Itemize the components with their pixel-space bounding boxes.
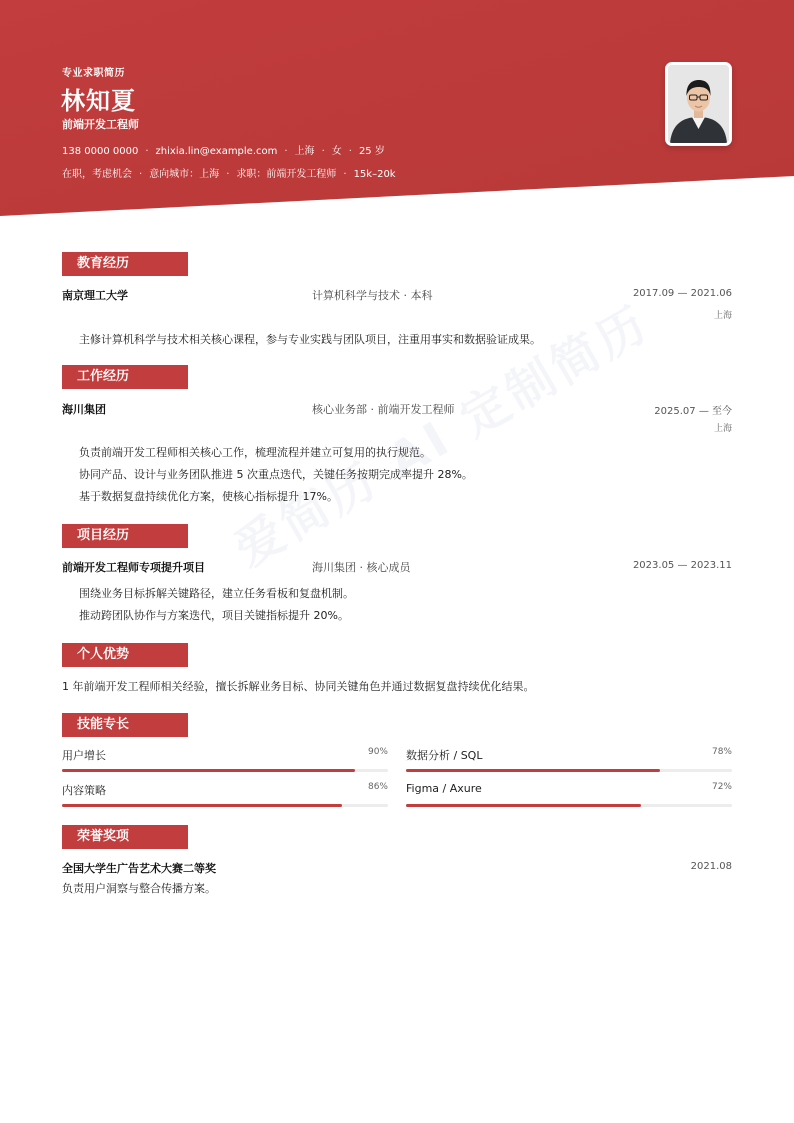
honor-description: 负责用户洞察与整合传播方案。	[62, 882, 216, 895]
section-title-skills: 技能专长	[62, 713, 188, 737]
candidate-role: 前端开发工程师	[62, 118, 139, 131]
education-description: 主修计算机科学与技术相关核心课程，参与专业实践与团队项目，注重用事实和数据验证成果。	[79, 333, 541, 346]
profile-photo	[665, 62, 732, 146]
work-position: 核心业务部 · 前端开发工程师	[312, 403, 455, 416]
work-bullet: 协同产品、设计与业务团队推进 5 次重点迭代，关键任务按期完成率提升 28%。	[79, 468, 473, 481]
age: 25 岁	[358, 146, 385, 157]
project-bullet: 围绕业务目标拆解关键路径，建立任务看板和复盘机制。	[79, 587, 354, 600]
section-title-education: 教育经历	[62, 252, 188, 276]
section-title-project: 项目经历	[62, 524, 188, 548]
honor-name: 全国大学生广告艺术大赛二等奖	[62, 862, 216, 875]
work-company: 海川集团	[62, 403, 106, 416]
skill-bar-fill	[62, 804, 342, 807]
resume-kicker: 专业求职简历	[62, 68, 125, 79]
skill-name: 用户增长	[62, 749, 106, 762]
education-school: 南京理工大学	[62, 289, 128, 302]
skill-bar-fill	[406, 769, 660, 772]
project-org: 海川集团 · 核心成员	[312, 561, 411, 574]
watermark	[220, 286, 660, 580]
skill-bar-track	[406, 769, 732, 772]
skill-percent: 72%	[711, 782, 732, 792]
project-name: 前端开发工程师专项提升项目	[62, 561, 205, 574]
advantage-text: 1 年前端开发工程师相关经验，擅长拆解业务目标、协同关键角色并通过数据复盘持续优化结果。	[62, 680, 535, 693]
project-period: 2023.05 — 2023.11	[632, 560, 732, 571]
skill-name: Figma / Axure	[406, 782, 482, 795]
skill-percent: 86%	[367, 782, 388, 792]
skill-name: 数据分析 / SQL	[406, 749, 483, 762]
work-bullet: 负责前端开发工程师相关核心工作，梳理流程并建立可复用的执行规范。	[79, 446, 431, 459]
skill-bar-track	[406, 804, 732, 807]
education-period: 2017.09 — 2021.06	[632, 288, 732, 299]
project-bullet: 推动跨团队协作与方案迭代，项目关键指标提升 20%。	[79, 609, 349, 622]
phone-number: 138 0000 0000	[62, 146, 139, 157]
email-address: zhixia.lin@example.com	[155, 146, 278, 157]
section-title-work: 工作经历	[62, 365, 188, 389]
honor-date: 2021.08	[690, 861, 732, 872]
skill-percent: 78%	[711, 747, 732, 757]
job-intent-line: 在职，考虑机会 · 意向城市：上海 · 求职：前端开发工程师 · 15k–20k	[62, 169, 396, 180]
section-title-advantage: 个人优势	[62, 643, 188, 667]
job-status: 在职，考虑机会	[62, 169, 132, 180]
work-period: 2025.07 — 至今	[654, 406, 732, 417]
skill-bar-track	[62, 769, 388, 772]
section-title-honors: 荣誉奖项	[62, 825, 188, 849]
intended-position: 求职：前端开发工程师	[236, 169, 337, 180]
intended-city: 意向城市：上海	[149, 169, 220, 180]
work-bullet: 基于数据复盘持续优化方案，使核心指标提升 17%。	[79, 490, 338, 503]
skill-bar-fill	[62, 769, 355, 772]
skill-name: 内容策略	[62, 784, 106, 797]
expected-salary: 15k–20k	[353, 169, 396, 180]
skill-bar-track	[62, 804, 388, 807]
education-location: 上海	[713, 311, 732, 321]
education-major: 计算机科学与技术 · 本科	[312, 289, 433, 302]
contact-line: 138 0000 0000 · zhixia.lin@example.com · 上海 · 女 · 25 岁	[62, 146, 385, 157]
work-location: 上海	[713, 424, 732, 434]
city: 上海	[294, 146, 315, 157]
skill-percent: 90%	[367, 747, 388, 757]
gender: 女	[331, 146, 342, 157]
candidate-name: 林知夏	[61, 87, 136, 115]
skill-bar-fill	[406, 804, 641, 807]
